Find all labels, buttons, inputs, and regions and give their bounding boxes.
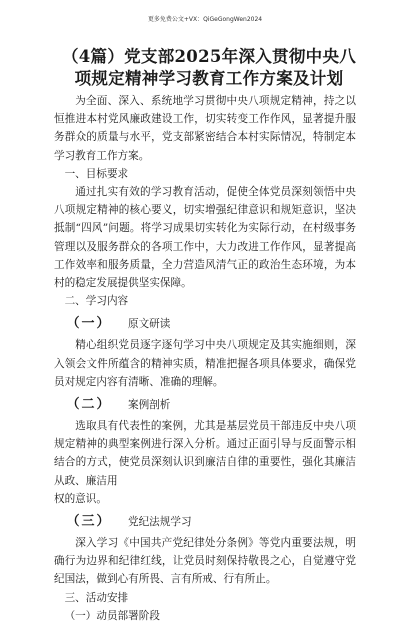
subheading-number: （一） [66,316,112,332]
intro-paragraph: 为全面、深入、系统地学习贯彻中央八项规定精神，持之以恒推进本村党风廉政建设工作，切实转变工作作风，显著提升服务群众的质量与水平，党支部紧密结合本村实际情况，特制定本学习教育工作方案。 [54,95,356,162]
document-body [54,92,356,625]
section-heading-goals: 一、目标要求 [64,167,129,180]
section-heading-schedule: 三、活动安排 [64,591,129,604]
original-text-paragraph: 精心组织党员逐字逐句学习中央八项规定及其实施细则，深入领会文件所蕴含的精神实质，精准把握各项具体要求，确保党员对规定内容有清晰、准确的理解。 [54,339,356,388]
subheading-case-analysis [54,393,356,417]
subheading-number: （三） [66,513,112,529]
section-heading-content: 二、学习内容 [64,295,129,308]
case-analysis-paragraph: 选取具有代表性的案例，尤其是基层党员干部违反中央八项规定精神的典型案例进行深入分析。通过正面引导与反面警示相结合的方式，使党员深刻认识到廉洁自律的重要性，强化其廉洁从政、廉洁用 [54,420,356,487]
subheading-label: 党纪法规学习 [128,515,192,528]
subheading-number: （二） [66,396,112,412]
document-title: （4篇）党支部2025年深入贯彻中央八项规定精神学习教育工作方案及计划 [61,47,357,88]
subheading-party-rules [54,510,356,534]
header-note: 更多免费公文+VX：QiGeGongWen2024 [147,16,263,23]
party-rules-paragraph: 深入学习《中国共产党纪律处分条例》等党内重要法规，明确行为边界和纪律红线，让党员时刻保持敬畏之心，自觉遵守党纪国法，做到心有所畏、言有所戒、行有所止。 [54,537,356,586]
stage-mobilization: （一）动员部署阶段 [64,609,160,622]
subheading-label: 原文研读 [128,318,171,331]
subheading-label: 案例剖析 [128,398,171,411]
subheading-original-text [54,312,356,336]
goals-paragraph: 通过扎实有效的学习教育活动，促使全体党员深刻领悟中央八项规定精神的核心要义，切实增强纪律意识和规矩意识，坚决抵制“四风”问题。将学习成果切实转化为实际行动，在村级事务管理以及服务群众的各项工作中，大力改进工作作风，显著提高工作效率和服务质量，全力营造风清气正的政治生态环境，为本村的稳定发展提供坚实保障。 [54,186,356,290]
case-analysis-tail: 权的意识。 [54,492,107,505]
